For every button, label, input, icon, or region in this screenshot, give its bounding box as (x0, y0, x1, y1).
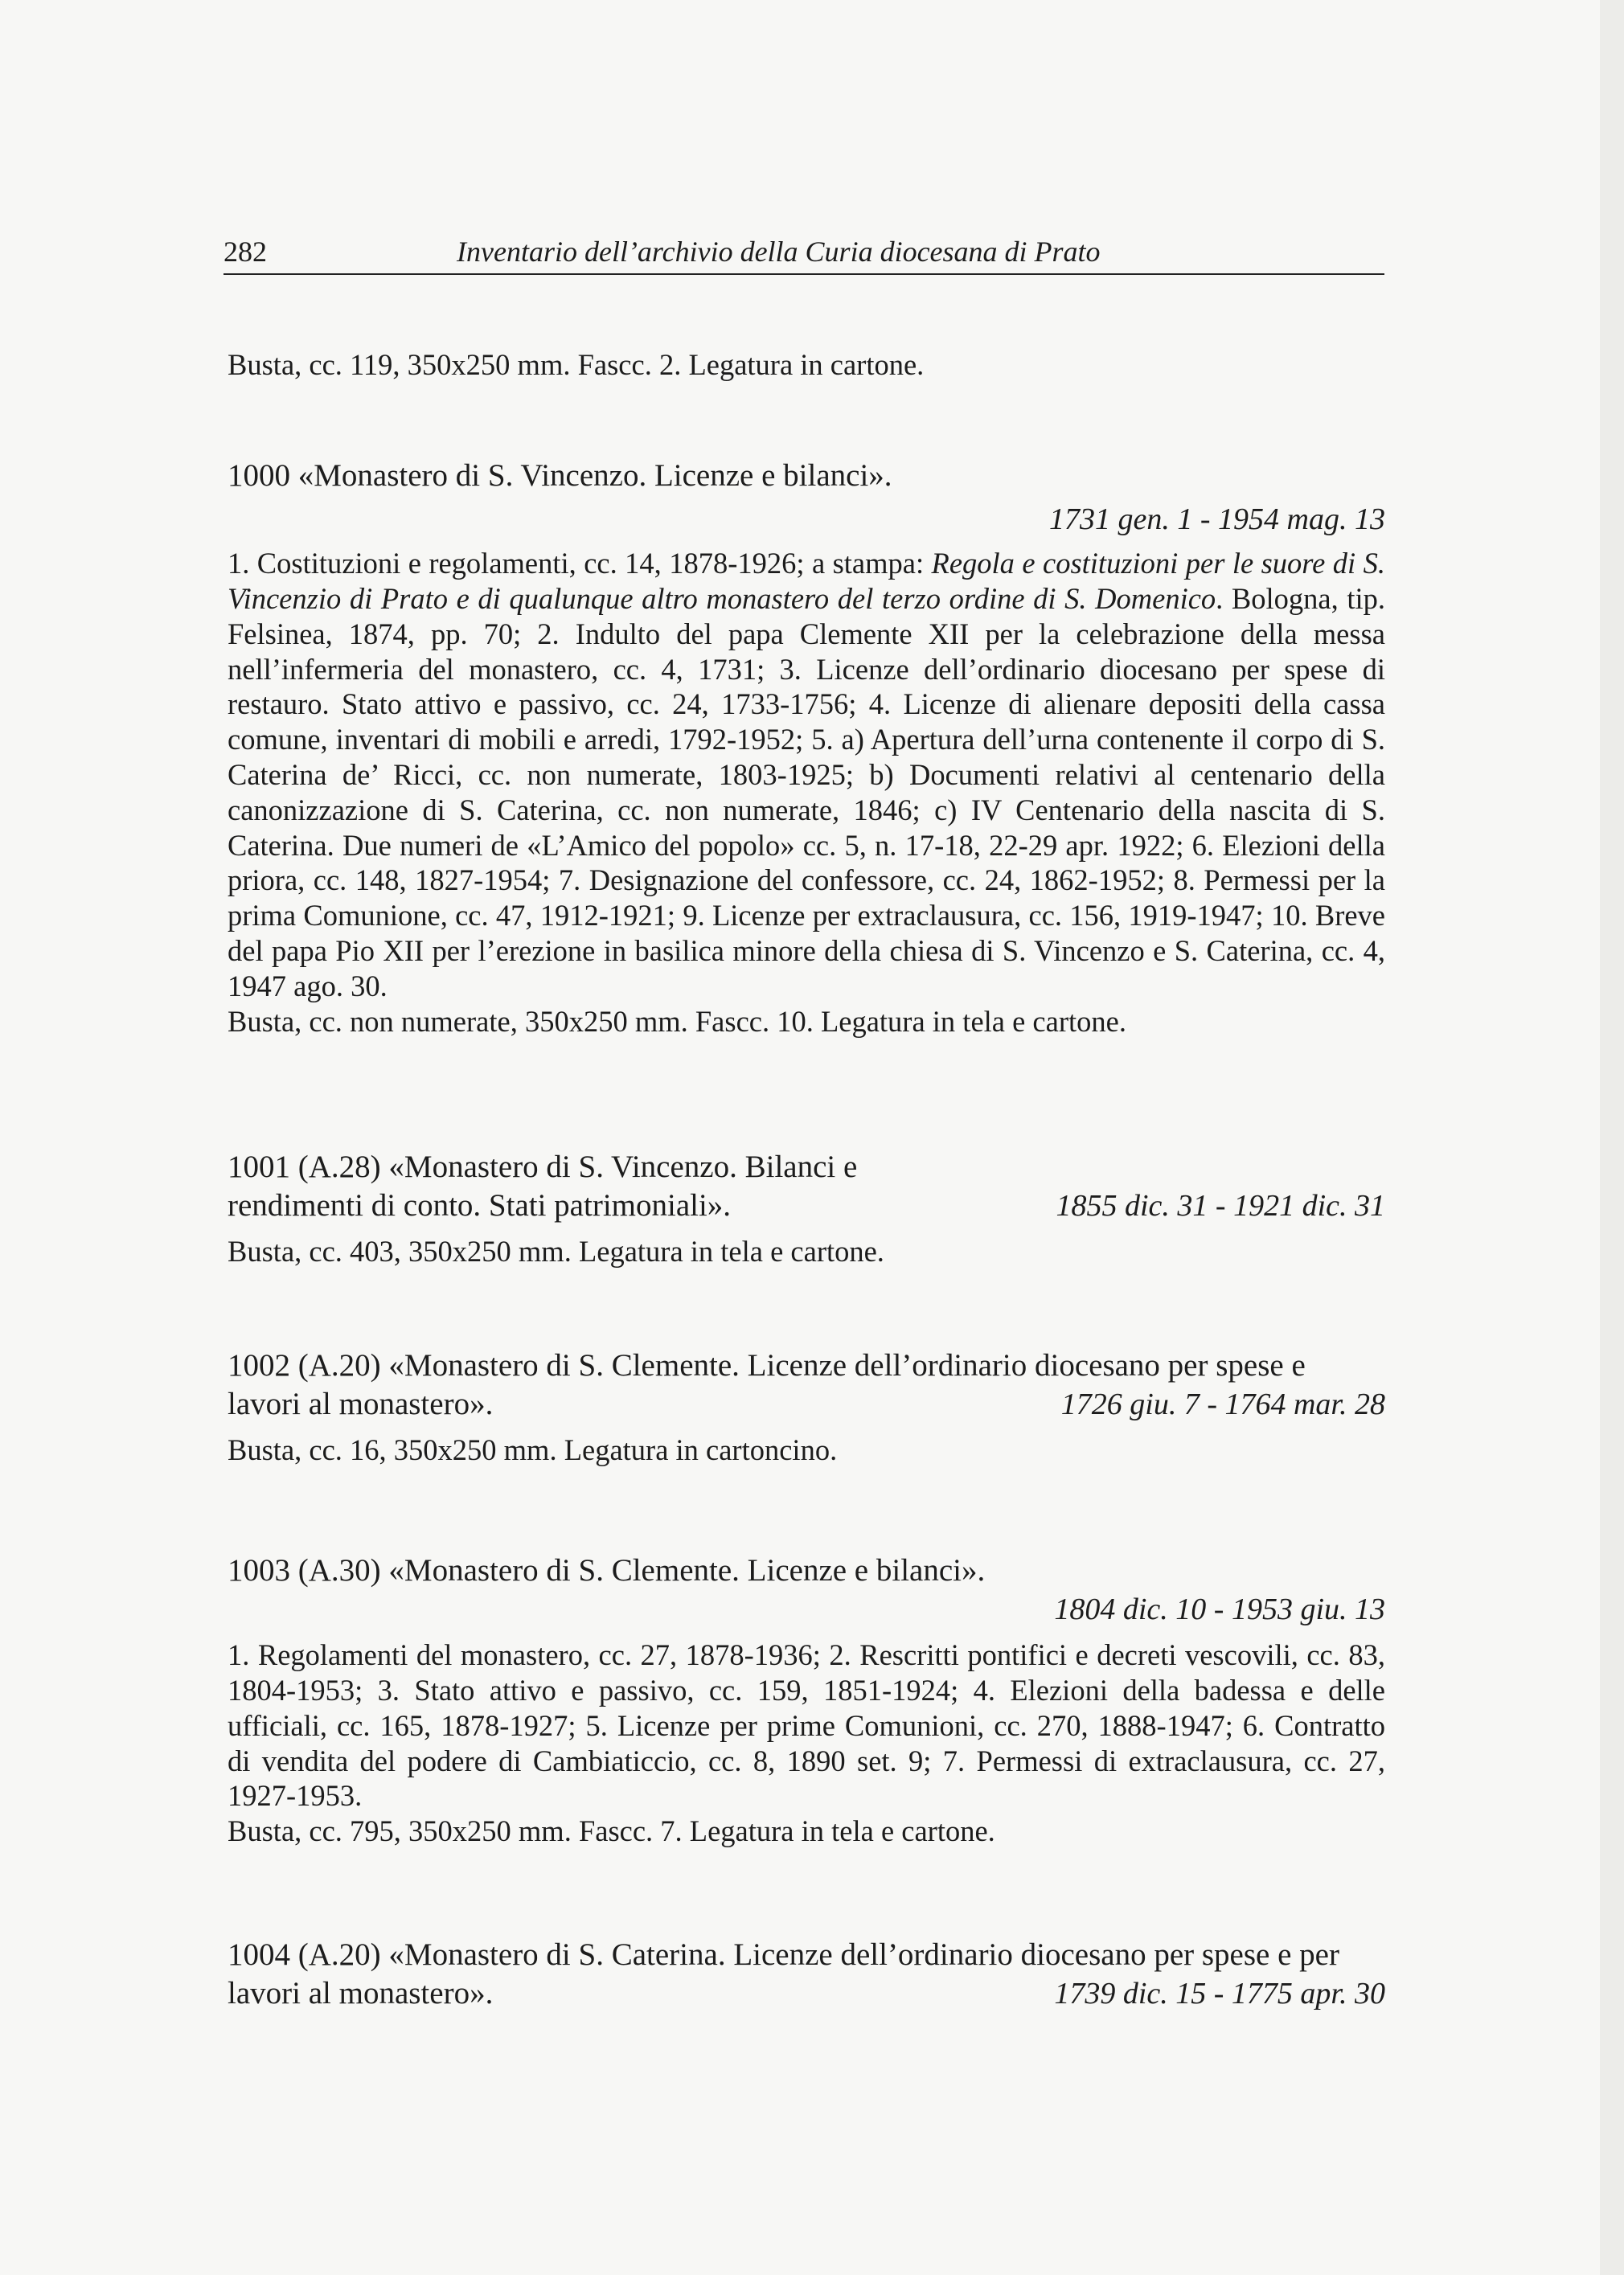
body-text: . Bologna, tip. Felsinea, 1874, pp. 70; 2. Indulto del papa Clemente XII per la celebrazione della messa nell’infermeria del monastero, cc. 4, 1731; 3. Licenze dell’ordinario diocesano per spese di restauro. Stato attivo e passivo, cc. 24, 1733-1756; 4. Licenze di alienare depositi della cassa comune, inventari di mobili e arredi, 1792-1952; 5. a) Apertura dell’urna contenente il corpo di S. Caterina de’ Ricci, cc. non numerate, 1803-1925; b) Documenti relativi al centenario della canonizzazione di S. Caterina, cc. non numerate, 1846; c) IV Centenario della nascita di S. Caterina. Due numeri de «L’Amico del popolo» cc. 5, n. 17-18, 22-29 apr. 1922; 6. Elezioni della priora, cc. 148, 1827-1954; 7. Designazione del confessore, cc. 24, 1862-1952; 8. Permessi per la prima Comunione, cc. 47, 1912-1921; 9. Licenze per extraclausura, cc. 156, 1919-1947; 10. Breve del papa Pio XII per l’erezione in basilica minore della chiesa di S. Vincenzo e S. Caterina, cc. 4, 1947 ago. 30. (228, 581, 1386, 1002)
entry-1004 (228, 1936, 1385, 2012)
entry-title: 1003 (A.30) «Monastero di S. Clemente. Licenze e bilanci». (228, 1553, 986, 1588)
entry-dates: 1855 dic. 31 - 1921 dic. 31 (1056, 1188, 1385, 1223)
entry-dates: 1739 dic. 15 - 1775 apr. 30 (1054, 1976, 1385, 2011)
entry-busta: Busta, cc. non numerate, 350x250 mm. Fascc. 10. Legatura in tela e cartone. (228, 1004, 1126, 1038)
body-text: 1. Costituzioni e regolamenti, cc. 14, 1878-1926; a stampa: (228, 547, 932, 580)
entry-dates: 1731 gen. 1 - 1954 mag. 13 (1049, 502, 1385, 536)
entry-dates: 1804 dic. 10 - 1953 giu. 13 (1054, 1592, 1385, 1626)
entry-busta: Busta, cc. 403, 350x250 mm. Legatura in tela e cartone. (228, 1235, 884, 1269)
entry-1000 (228, 457, 1385, 1039)
entry-1001 (228, 1148, 1385, 1269)
entry-title: 1001 (A.28) «Monastero di S. Vincenzo. Bilanci e rendimenti di conto. Stati patrimoniali». (228, 1150, 858, 1223)
entry-dates: 1726 giu. 7 - 1764 mar. 28 (1060, 1387, 1385, 1421)
entry-title-wrap (228, 1347, 1385, 1423)
page-edge (1600, 0, 1624, 2275)
entry-1002 (228, 1347, 1385, 1468)
entry-title-wrap (228, 1936, 1385, 2012)
page-number: 282 (224, 236, 267, 268)
entry-title-wrap (228, 1148, 1385, 1224)
entry-busta: Busta, cc. 795, 350x250 mm. Fascc. 7. Legatura in tela e cartone. (228, 1814, 995, 1848)
page-header (224, 235, 1384, 275)
intro-line: Busta, cc. 119, 350x250 mm. Fascc. 2. Legatura in cartone. (228, 348, 925, 381)
entry-1003 (228, 1552, 1385, 1849)
body-title-italic: Regola e costituzioni per le suore di S. Vincenzio di Prato e di qualunque altro monastero del terzo ordine di S. Domenico (228, 547, 1385, 615)
running-title: Inventario dell’archivio della Curia diocesana di Prato (457, 236, 1101, 268)
entry-body (228, 546, 1385, 1003)
entry-body: 1. Regolamenti del monastero, cc. 27, 1878-1936; 2. Rescritti pontifici e decreti vescovili, cc. 83, 1804-1953; 3. Stato attivo e passivo, cc. 159, 1851-1924; 4. Elezioni della badessa e delle ufficiali, cc. 165, 1878-1927; 5. Licenze per prime Comunioni, cc. 270, 1888-1947; 6. Contratto di vendita del podere di Cambiaticcio, cc. 8, 1890 set. 9; 7. Permessi di extraclausura, cc. 27, 1927-1953. (228, 1638, 1385, 1813)
entry-title: 1002 (A.20) «Monastero di S. Clemente. Licenze dell’ordinario diocesano per spese e lavori al monastero». (228, 1348, 1306, 1421)
entry-title: 1000 «Monastero di S. Vincenzo. Licenze e bilanci». (228, 458, 892, 493)
entry-title: 1004 (A.20) «Monastero di S. Caterina. Licenze dell’ordinario diocesano per spese e per lavori al monastero». (228, 1937, 1339, 2011)
entry-busta: Busta, cc. 16, 350x250 mm. Legatura in cartoncino. (228, 1433, 838, 1467)
